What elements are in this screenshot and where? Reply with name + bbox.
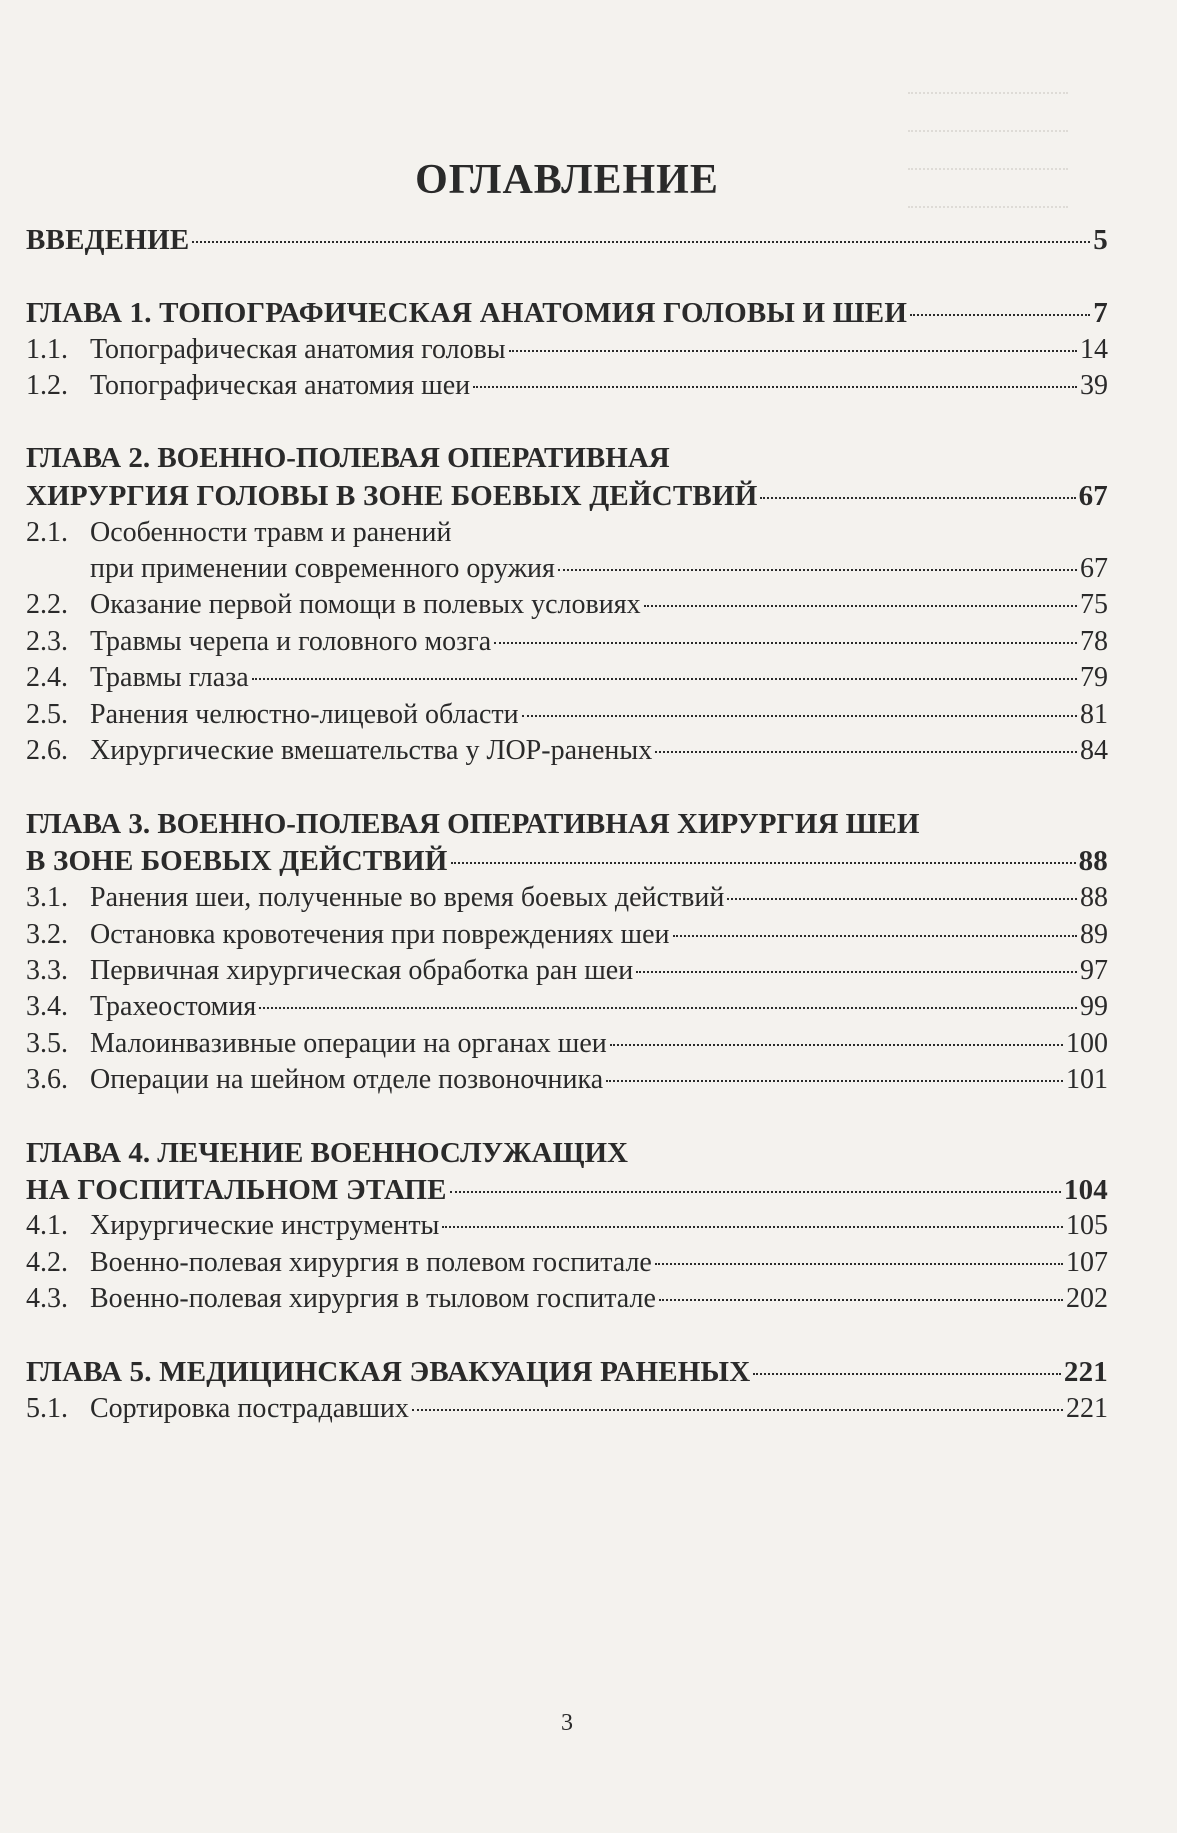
toc-entry-2-6[interactable] [26,733,1108,769]
dot-leader [655,1263,1063,1265]
entry-text: Ранения челюстно-лицевой области [90,699,519,730]
entry-page: 84 [1080,735,1108,766]
toc-entry-3-6[interactable] [26,1062,1108,1098]
toc-entry-intro[interactable] [26,222,1108,258]
entry-text: ВВЕДЕНИЕ [26,224,190,256]
entry-page: 81 [1080,699,1108,730]
dot-leader [673,935,1078,937]
entry-text: Топографическая анатомия шеи [90,370,471,401]
entry-text: ГЛАВА 1. ТОПОГРАФИЧЕСКАЯ АНАТОМИЯ ГОЛОВЫ И ШЕИ [26,297,908,329]
entry-text: ХИРУРГИЯ ГОЛОВЫ В ЗОНЕ БОЕВЫХ ДЕЙСТВИЙ [26,480,758,512]
entry-page: 67 [1078,480,1108,512]
entry-page: 99 [1080,991,1108,1022]
toc-chapter-3-line-1: ГЛАВА 3. ВОЕННО-ПОЛЕВАЯ ОПЕРАТИВНАЯ ХИРУРГИЯ ШЕИ [26,808,920,840]
dot-leader [753,1373,1061,1375]
toc-entry-chapter-1[interactable] [26,295,1108,331]
toc-entry-4-2[interactable] [26,1245,1108,1281]
entry-number: 4.2. [26,1247,68,1278]
dot-leader [412,1409,1063,1411]
entry-page: 7 [1093,297,1108,329]
entry-number: 1.1. [26,334,68,365]
entry-text: Трахеостомия [90,991,257,1022]
entry-page: 101 [1066,1064,1108,1095]
entry-number: 3.4. [26,991,68,1022]
page-number: 3 [561,1710,573,1736]
toc-entry-chapter-3[interactable] [26,843,1108,879]
toc-entry-1-1[interactable] [26,332,1108,368]
entry-number: 3.2. [26,919,68,950]
bleed-through-mark [908,130,1068,132]
toc-entry-2-5[interactable] [26,697,1108,733]
dot-leader [606,1080,1063,1082]
toc-entry-3-4[interactable] [26,989,1108,1025]
entry-text: Операции на шейном отделе позвоночника [90,1064,604,1095]
dot-leader [727,898,1077,900]
toc-entry-2-2[interactable] [26,587,1108,623]
entry-page: 79 [1080,662,1108,693]
entry-text: Малоинвазивные операции на органах шеи [90,1028,607,1059]
toc-entry-3-5[interactable] [26,1026,1108,1062]
entry-number: 3.6. [26,1064,68,1095]
dot-leader [636,971,1077,973]
entry-number: 2.3. [26,626,68,657]
entry-number: 2.6. [26,735,68,766]
entry-page: 39 [1080,370,1108,401]
entry-number: 4.3. [26,1283,68,1314]
entry-page: 14 [1080,334,1108,365]
bleed-through-mark [908,92,1068,94]
entry-page: 221 [1066,1393,1108,1424]
toc-title: ОГЛАВЛЕНИЕ [415,157,719,203]
entry-number: 2.5. [26,699,68,730]
entry-text: Первичная хирургическая обработка ран шеи [90,955,634,986]
toc-entry-4-1[interactable] [26,1208,1108,1244]
entry-page: 5 [1093,224,1108,256]
toc-entry-3-1[interactable] [26,880,1108,916]
entry-page: 89 [1080,919,1108,950]
entry-text: Хирургические вмешательства у ЛОР-раненых [90,735,653,766]
entry-number: 3.5. [26,1028,68,1059]
dot-leader [259,1007,1077,1009]
dot-leader [655,751,1077,753]
dot-leader [252,678,1077,680]
entry-page: 88 [1080,882,1108,913]
toc-entry-4-3[interactable] [26,1281,1108,1317]
dot-leader [760,497,1075,499]
entry-text: ГЛАВА 5. МЕДИЦИНСКАЯ ЭВАКУАЦИЯ РАНЕНЫХ [26,1356,751,1388]
dot-leader [659,1299,1063,1301]
entry-page: 221 [1063,1356,1108,1388]
entry-number: 2.1. [26,517,68,548]
entry-text: Травмы черепа и головного мозга [90,626,492,657]
dot-leader [610,1044,1063,1046]
entry-text: Военно-полевая хирургия в тыловом госпитале [90,1283,656,1314]
entry-page: 202 [1066,1283,1108,1314]
book-page [26,0,1108,1833]
dot-leader [450,1191,1061,1193]
entry-text: при применении современного оружия [90,553,555,584]
entry-text: Оказание первой помощи в полевых условиях [90,589,641,620]
toc-entry-2-3[interactable] [26,624,1108,660]
entry-text: В ЗОНЕ БОЕВЫХ ДЕЙСТВИЙ [26,845,448,877]
dot-leader [558,569,1077,571]
toc-entry-2-1-line-1 [26,515,452,551]
dot-leader [192,241,1090,243]
entry-number: 4.1. [26,1210,68,1241]
entry-text: Травмы глаза [90,662,249,693]
dot-leader [509,350,1077,352]
bleed-through-mark [908,206,1068,208]
entry-page: 67 [1080,553,1108,584]
entry-number: 5.1. [26,1393,68,1424]
toc-entry-3-2[interactable] [26,917,1108,953]
dot-leader [451,862,1076,864]
entry-page: 78 [1080,626,1108,657]
entry-number: 3.1. [26,882,68,913]
toc-chapter-2-line-1: ГЛАВА 2. ВОЕННО-ПОЛЕВАЯ ОПЕРАТИВНАЯ [26,442,670,474]
entry-text: Хирургические инструменты [90,1210,440,1241]
dot-leader [522,715,1077,717]
entry-text: Сортировка пострадавших [90,1393,409,1424]
entry-text: Ранения шеи, полученные во время боевых действий [90,882,725,913]
entry-page: 75 [1080,589,1108,620]
entry-number: 1.2. [26,370,68,401]
entry-page: 88 [1078,845,1108,877]
toc-entry-2-1[interactable] [26,551,1108,587]
entry-page: 107 [1066,1247,1108,1278]
toc-entry-chapter-5[interactable] [26,1354,1108,1390]
entry-text: НА ГОСПИТАЛЬНОМ ЭТАПЕ [26,1174,447,1206]
entry-text: Особенности травм и ранений [90,517,452,548]
dot-leader [442,1226,1063,1228]
toc-entry-5-1[interactable] [26,1391,1108,1427]
dot-leader [473,386,1077,388]
entry-page: 100 [1066,1028,1108,1059]
dot-leader [910,314,1090,316]
toc-entry-1-2[interactable] [26,368,1108,404]
toc-entry-chapter-4[interactable] [26,1172,1108,1208]
toc-entry-chapter-2[interactable] [26,478,1108,514]
toc-entry-2-4[interactable] [26,660,1108,696]
dot-leader [644,605,1077,607]
dot-leader [494,642,1077,644]
entry-text: Остановка кровотечения при повреждениях шеи [90,919,670,950]
entry-text: Топографическая анатомия головы [90,334,506,365]
entry-page: 97 [1080,955,1108,986]
entry-page: 104 [1063,1174,1108,1206]
entry-text: Военно-полевая хирургия в полевом госпитале [90,1247,652,1278]
toc-chapter-4-line-1: ГЛАВА 4. ЛЕЧЕНИЕ ВОЕННОСЛУЖАЩИХ [26,1137,628,1169]
entry-number: 2.2. [26,589,68,620]
entry-number: 2.4. [26,662,68,693]
entry-number: 3.3. [26,955,68,986]
entry-page: 105 [1066,1210,1108,1241]
toc-entry-3-3[interactable] [26,953,1108,989]
